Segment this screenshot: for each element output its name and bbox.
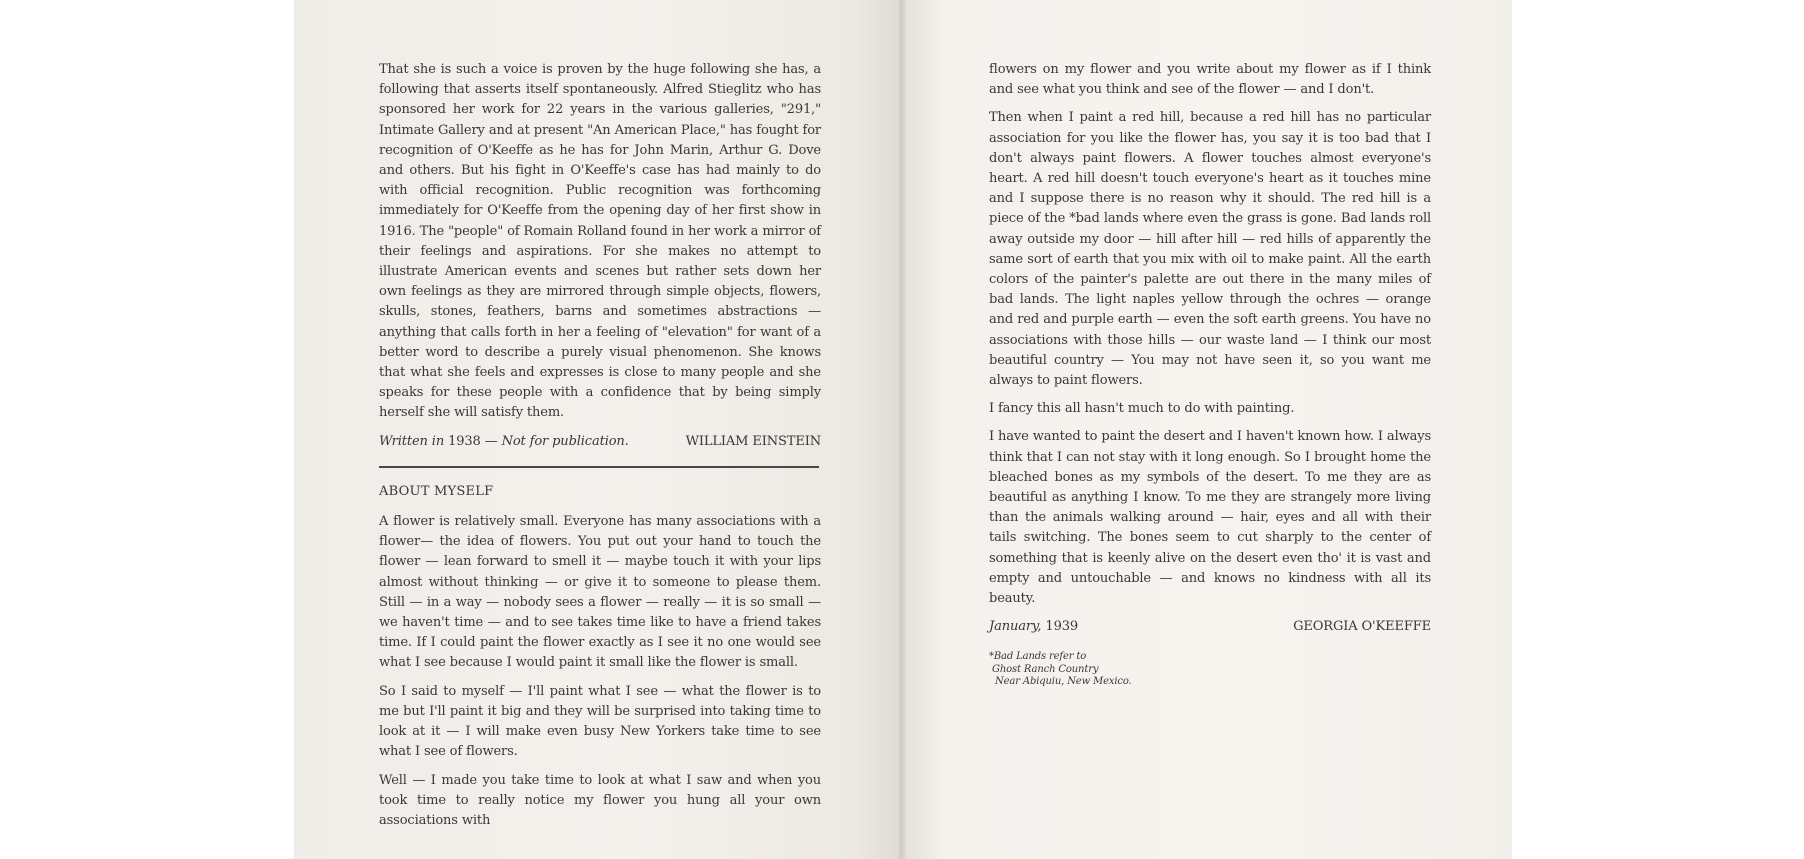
einstein-signature-line <box>379 432 821 452</box>
well-paragraph: Well — I made you take time to look at what I saw and when you took time to really notice my flower you hung all your own associations with <box>379 772 821 828</box>
fancy-paragraph: I fancy this all hasn't much to do with painting. <box>989 401 1295 417</box>
einstein-author: WILLIAM EINSTEIN <box>685 433 821 449</box>
book-gutter <box>898 0 906 859</box>
red-hill-paragraph: Then when I paint a red hill, because a red hill has no particular association for you like the flower has, you say it is too bad that I don't always paint flowers. A flower touches almost everyone's heart. A red hill doesn't touch everyone's heart as it touches mine and I suppose there is no reason why it should. The red hill is a piece of the *bad lands where even the grass is gone. Bad lands roll away outside my door — hill after hill — red hills of apparently the same sort of earth that you mix with oil to make paint. All the earth colors of the painter's palette are out there in the many miles of bad lands. The light naples yellow through the ochres — orange and red and purple earth — even the soft earth greens. You have no associations with those hills — our waste land — I think our most beautiful country — You may not have seen it, so you want me always to paint flowers. <box>989 110 1431 389</box>
okeeffe-author: GEORGIA O'KEEFFE <box>1293 619 1431 635</box>
desert-paragraph: I have wanted to paint the desert and I haven't known how. I always think that I can not stay with it long enough. So I brought home the bleached bones as my symbols of the desert. To me they are as beautiful as anything I know. To me they are strangely more living than the animals walking around — hair, eyes and all with their tails switching. The bones seem to cut sharply to the center of something that is keenly alive on the desert even tho' it is vast and empty and untouchable — and knows no kindness with all its beauty. <box>989 429 1431 607</box>
bad-lands-footnote: *Bad Lands refer to Ghost Ranch Country Near Abiquiu, New Mexico. <box>989 651 1132 688</box>
flower-paragraph: A flower is relatively small. Everyone has many associations with a flower— the idea of flowers. You put out your hand to touch the flower — lean forward to smell it — maybe touch it with your lips almost without thinking — or give it to someone to please them. Still — in a way — nobody sees a flower — really — it is so small — we haven't time — and to see takes time like to have a friend takes time. If I could paint the flower exactly as I see it no one would see what I see because I would paint it small like the flower is small. <box>379 514 821 671</box>
date: January, 1939 <box>989 619 1079 635</box>
paint-big-paragraph: So I said to myself — I'll paint what I see — what the flower is to me but I'll paint it big and they will be surprised into taking time to look at it — I will make even busy New Yorkers take time to see what I see of flowers. <box>379 683 821 760</box>
written-note: Written in 1938 — Not for publication. <box>379 433 629 449</box>
continuation-paragraph: flowers on my flower and you write about my flower as if I think and see what you think and see of the flower — and I don't. <box>989 62 1431 98</box>
okeeffe-signature-line <box>989 617 1431 637</box>
section-divider <box>379 466 819 468</box>
about-myself-heading: ABOUT MYSELF <box>379 483 494 499</box>
left-page-text <box>379 60 821 839</box>
einstein-paragraph: That she is such a voice is proven by the huge following she has, a following that asserts itself spontaneously. Alfred Stieglitz who has sponsored her work for 22 years in the various galleries, "291," Intimate Gallery and at present "An American Place," has fought for recognition of O'Keeffe as he has for John Marin, Arthur G. Dove and others. But his fight in O'Keeffe's case has had mainly to do with official recognition. Public recognition was forthcoming immediately for O'Keeffe from the opening day of her first show in 1916. The "people" of Romain Rolland found in her work a mirror of their feelings and aspirations. For she makes no attempt to illustrate American events and scenes but rather sets down her own feelings as they are mirrored through simple objects, flowers, skulls, stones, feathers, barns and sometimes abstractions — anything that calls forth in her a feeling of "elevation" for want of a better word to describe a purely visual phenomenon. She knows that what she feels and expresses is close to many people and she speaks for these people with a confidence that by being simply herself she will satisfy them. <box>379 62 821 421</box>
right-page-text <box>989 60 1431 689</box>
